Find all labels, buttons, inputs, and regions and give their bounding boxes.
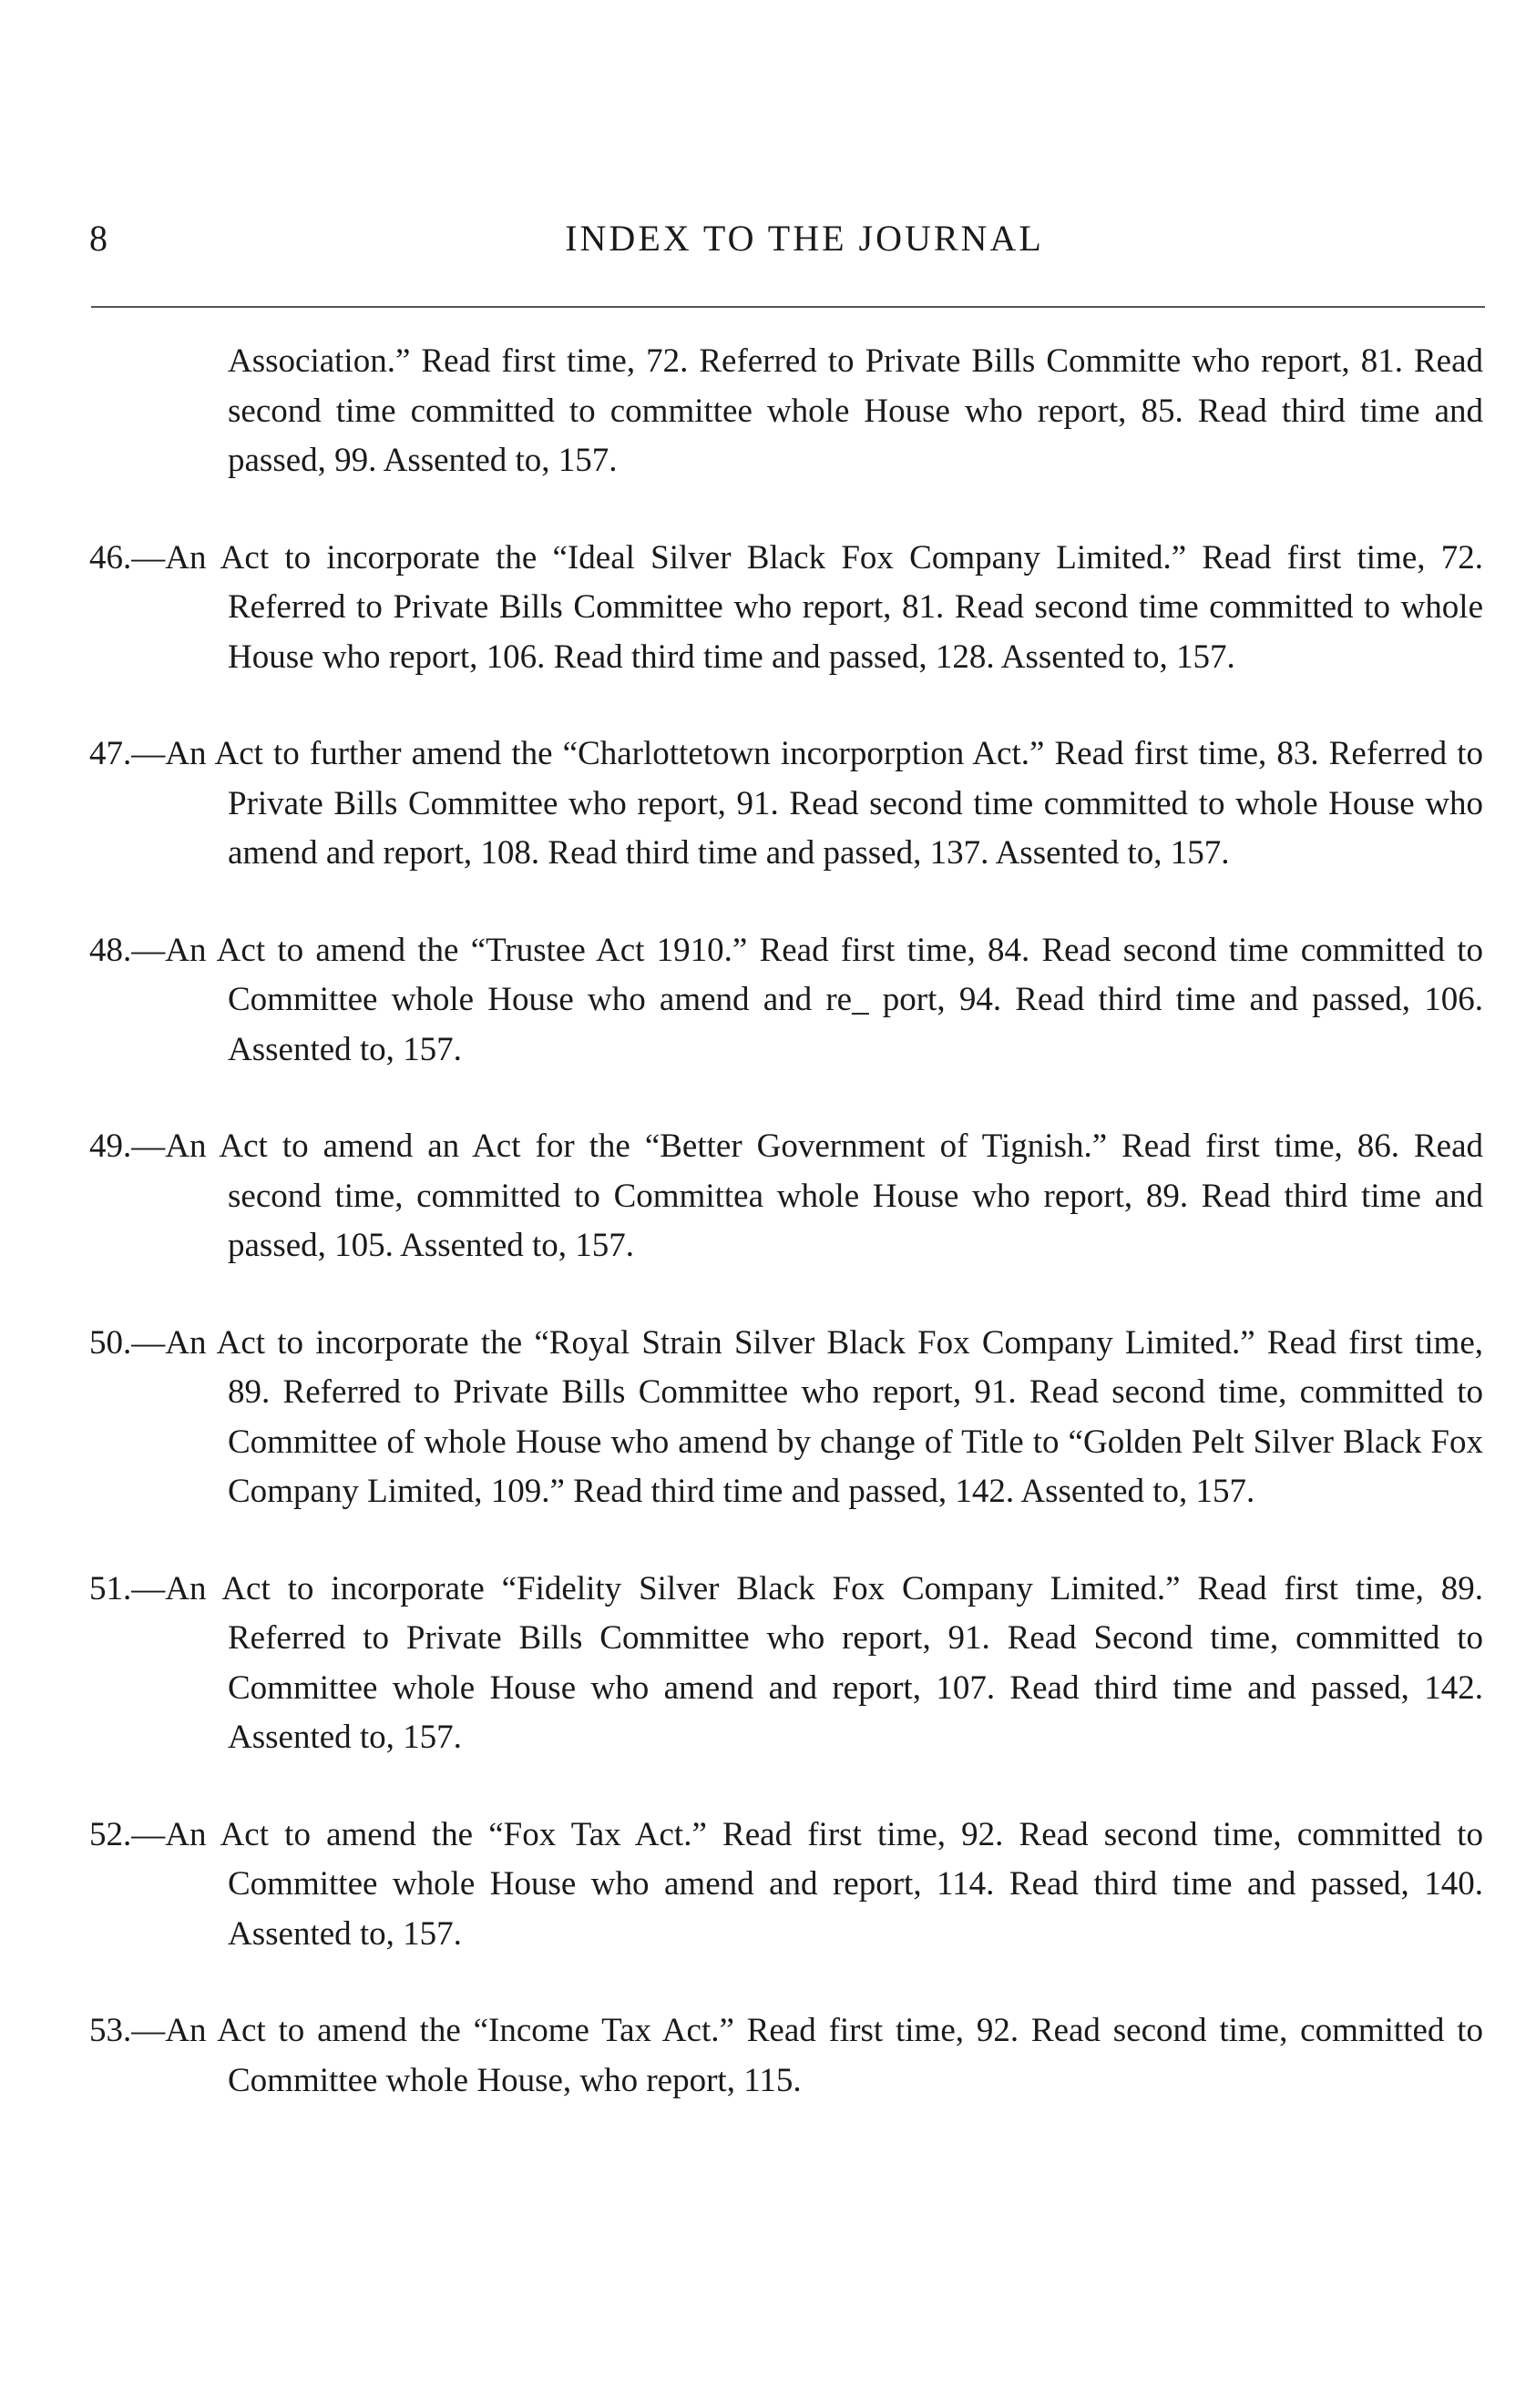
- entry-number: 52.—: [89, 1815, 166, 1853]
- index-entries: [89, 337, 1483, 2153]
- index-entry: [89, 926, 1483, 1076]
- entry-text: An Act to amend an Act for the “Better Government of Tignish.” Read first time, 86. Read second time, committed to Committea whole House who report, 89. Read third time and passed, 105. Assented to, 157.: [165, 1127, 1483, 1264]
- entry-text: An Act to incorporate the “Royal Strain Silver Black Fox Company Limited.” Read first time, 89. Referred to Private Bills Committee who report, 91. Read second time, committed to Committee of whole House who amend by change of Title to “Golden Pelt Silver Black Fox Company Limited, 109.” Read third time and passed, 142. Assented to, 157.: [165, 1323, 1483, 1510]
- index-entry: [89, 2006, 1483, 2106]
- entry-number: 46.—: [89, 538, 166, 576]
- running-title: INDEX TO THE JOURNAL: [565, 218, 1044, 259]
- entry-text: An Act to amend the “Income Tax Act.” Read first time, 92. Read second time, committed to Committee whole House, who report, 115.: [165, 2012, 1483, 2099]
- index-entry: [89, 1122, 1483, 1271]
- index-entry: [89, 730, 1483, 879]
- index-entry: [89, 1565, 1483, 1763]
- entry-text: An Act to incorporate “Fidelity Silver Black Fox Company Limited.” Read first time, 89. Referred to Private Bills Committee who report, 91. Read Second time, committed to Committee whole House who amend and report, 107. Read third time and passed, 142. Assented to, 157.: [165, 1569, 1483, 1756]
- entry-text: Association.” Read first time, 72. Referred to Private Bills Committe who report, 81. Read second time committed to committee whole House who report, 85. Read third time and passed, 99. Assented to, 157.: [228, 342, 1483, 479]
- index-entry: [89, 534, 1483, 683]
- index-entry: [89, 1319, 1483, 1517]
- entry-number: 48.—: [89, 931, 166, 969]
- entry-number: 49.—: [89, 1127, 166, 1165]
- entry-number: 47.—: [89, 735, 166, 772]
- header-rule: [91, 306, 1485, 308]
- entry-number: 50.—: [89, 1323, 166, 1362]
- index-entry: [89, 337, 1483, 486]
- index-entry: [89, 1811, 1483, 1960]
- entry-text: An Act to incorporate the “Ideal Silver Black Fox Company Limited.” Read first time, 72. Referred to Private Bills Committee who report, 81. Read second time committed to whole House who report, 106. Read third time and passed, 128. Assented to, 157.: [165, 538, 1483, 676]
- entry-text: An Act to further amend the “Charlottetown incorporption Act.” Read first time, 83. Referred to Private Bills Committee who report, 91. Read second time committed to whole House who amend and report, 108. Read third time and passed, 137. Assented to, 157.: [165, 735, 1483, 872]
- entry-number: 53.—: [89, 2012, 166, 2049]
- entry-text: An Act to amend the “Fox Tax Act.” Read first time, 92. Read second time, committed to Committee whole House who amend and report, 114. Read third time and passed, 140. Assented to, 157.: [165, 1815, 1483, 1953]
- entry-number: 51.—: [89, 1569, 166, 1607]
- entry-text: An Act to amend the “Trustee Act 1910.” Read first time, 84. Read second time committed to Committee whole House who amend and re_ port, 94. Read third time and passed, 106. Assented to, 157.: [165, 931, 1483, 1068]
- page-number: 8: [89, 218, 108, 259]
- page-header: [89, 217, 1483, 271]
